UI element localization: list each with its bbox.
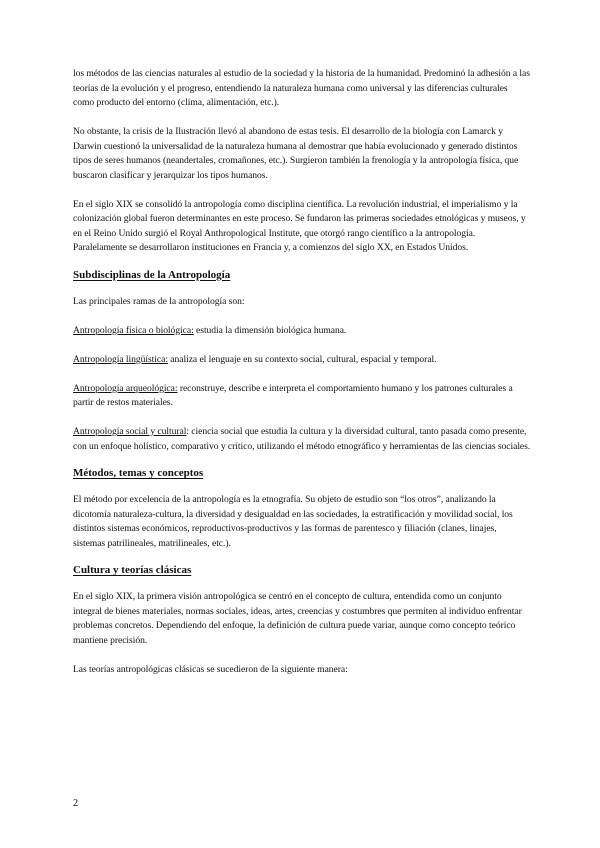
branch-term: Antropología social y cultural (73, 426, 187, 437)
branch-fisica (73, 324, 531, 339)
branch-arqueologica (73, 382, 531, 411)
branch-desc: analiza el lenguaje en su contexto social, cultural, espacial y temporal. (167, 353, 437, 365)
branch-desc: reconstruye, describe e interpreta el comportamiento humano y los patrones culturales a partir de restos materiales. (73, 382, 513, 408)
paragraph-siglo-xix: En el siglo XIX se consolidó la antropología como disciplina científica. La revolución industrial, el imperialismo y la colonización global fueron determinantes en este proceso. Se fundaron las primeras sociedades etnológicas y museos, y en el Reino Unido surgió el Royal Anthropological Institute, que otorgó rango científico a la antropología. Paralelamente se desarrollaron instituciones en Francia y, a comienzos del siglo XX, en Estados Unidos. (73, 198, 526, 253)
paragraph-ramas: Las principales ramas de la antropología son: (73, 295, 245, 307)
heading-metodos: Métodos, temas y conceptos (73, 467, 204, 479)
heading-subdisciplinas: Subdisciplinas de la Antropología (73, 268, 231, 281)
branch-desc: estudia la dimensión biológica humana. (193, 324, 347, 336)
document-body (73, 67, 531, 677)
branch-desc: : ciencia social que estudia la cultura y la diversidad cultural, tanto pasada como presente, con un enfoque holístico, comparativo y crítico, utilizando el método etnográfico y herramientas de las ciencias sociales. (73, 426, 531, 452)
branch-term: Antropología lingüística: (73, 353, 168, 365)
paragraph-crisis: No obstante, la crisis de la Ilustración llevó al abandono de estas tesis. El desarrollo de la biología con Lamarck y Darwin cuestionó la universalidad de la naturaleza humana al demostrar que había evolucionado y generado distintos tipos de seres humanos (neandertales, cromañones, etc.). Surgieron también la frenología y la antropología física, que buscaron clasificar y jerarquizar los tipos humanos. (73, 126, 519, 181)
branch-social-cultural (73, 425, 531, 454)
branch-linguistica (73, 353, 531, 368)
paragraph-etnografia: El método por excelencia de la antropología es la etnografía. Su objeto de estudio son “los otros”, analizando la dicotomía naturaleza-cultura, la diversidad y desigualdad en las sociedades, la estratificación y movilidad social, los distintos sistemas económicos, reproductivos-productivos y las formas de parentesco y filiación (clanes, linajes, sistemas patrilineales, matrilineales, etc.). (73, 494, 513, 549)
heading-cultura: Cultura y teorías clásicas (73, 564, 192, 576)
branch-term: Antropología física o biológica: (73, 324, 194, 336)
page-number: 2 (73, 798, 78, 809)
paragraph-intro: los métodos de las ciencias naturales al estudio de la sociedad y la historia de la humanidad. Predominó la adhesión a las teorías de la evolución y el progreso, entendiendo la naturaleza humana como universal y las diferencias culturales como producto del entorno (clima, alimentación, etc.). (73, 68, 530, 108)
branch-term: Antropología arqueológica: (73, 382, 178, 394)
paragraph-cultura: En el siglo XIX, la primera visión antropológica se centró en el concepto de cultura, entendida como un conjunto integral de bienes materiales, normas sociales, ideas, artes, creencias y costumbres que permiten al individuo enfrentar problemas concretos. Dependiendo del enfoque, la definición de cultura puede variar, aunque como concepto teórico mantiene precisión. (73, 591, 522, 646)
paragraph-teorias: Las teorías antropológicas clásicas se sucedieron de la siguiente manera: (73, 663, 348, 675)
